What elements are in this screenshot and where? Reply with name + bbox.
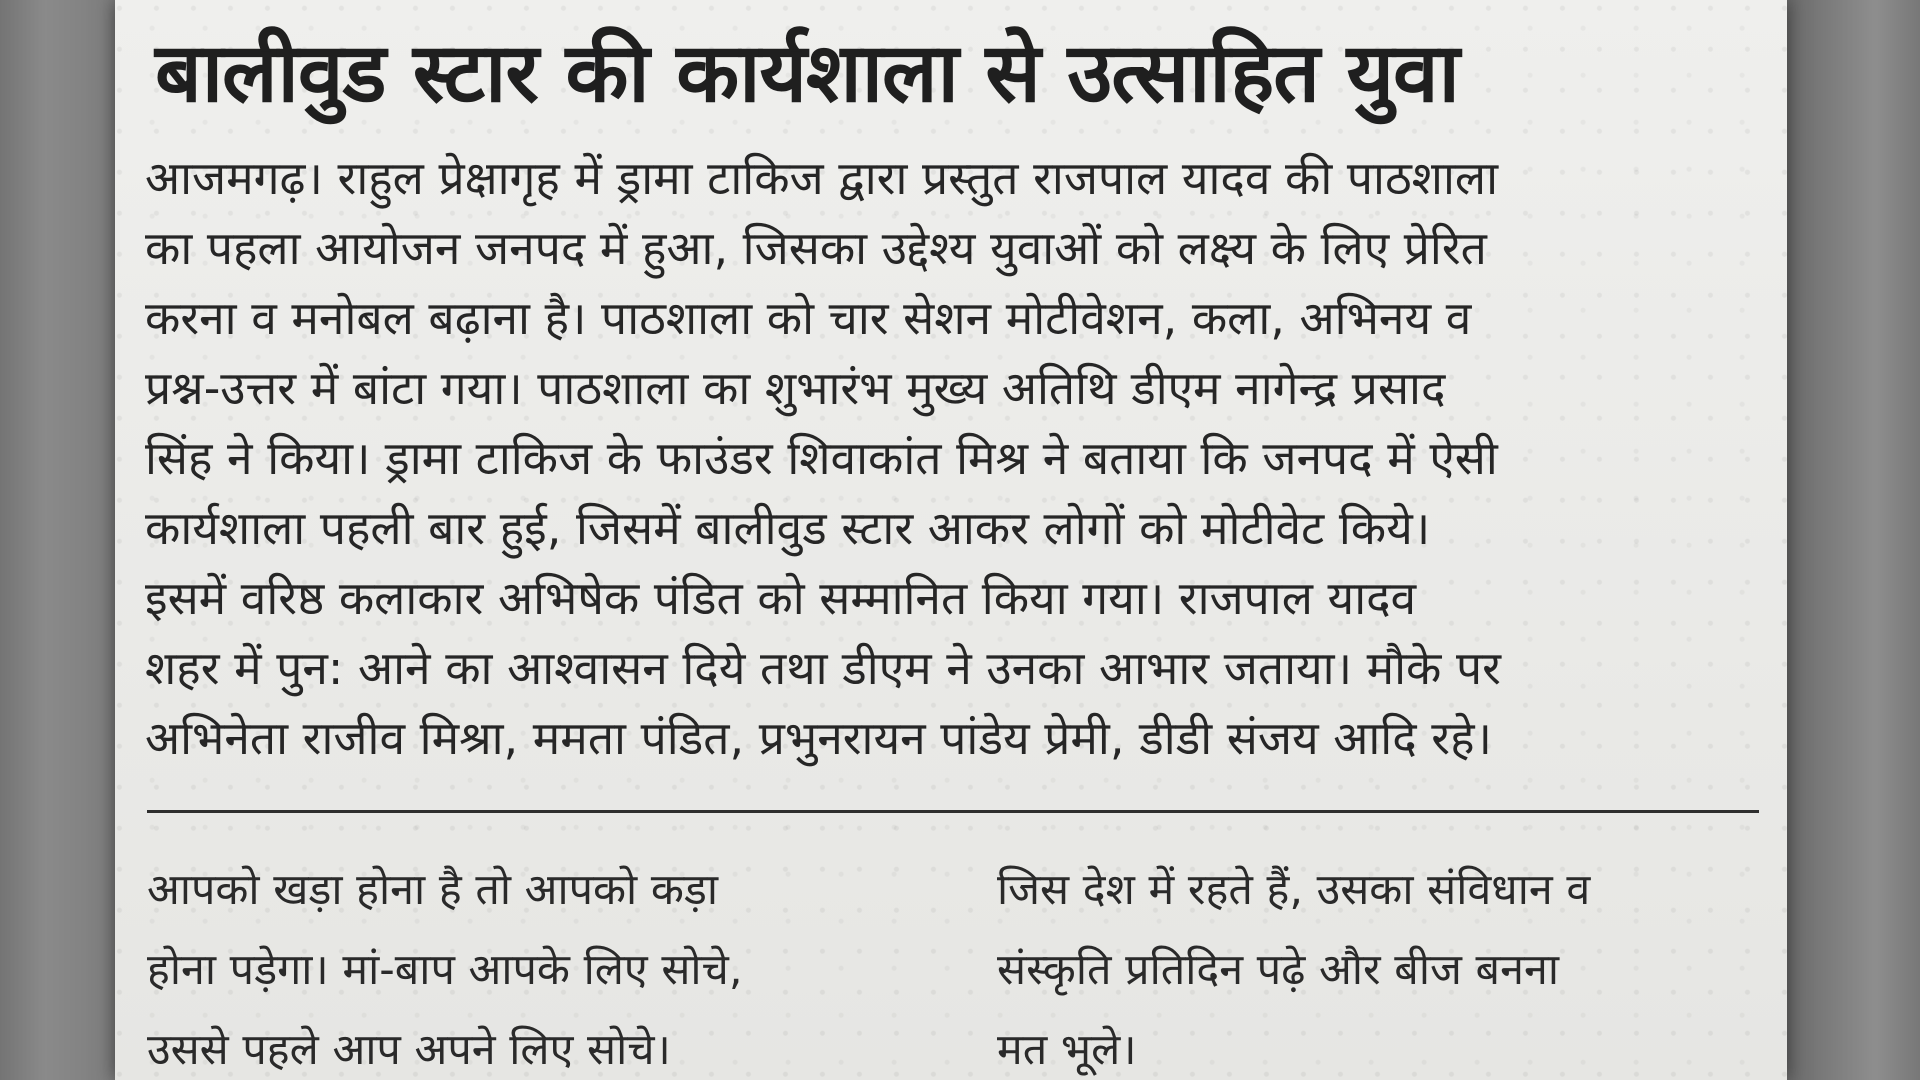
article-headline: बालीवुड स्टार की कार्यशाला से उत्साहित युवा	[155, 26, 1459, 121]
newspaper-clipping	[115, 0, 1787, 1080]
body-line: अभिनेता राजीव मिश्रा, ममता पंडित, प्रभुनरायन पांडेय प्रेमी, डीडी संजय आदि रहे।	[145, 711, 1492, 765]
body-line: सिंह ने किया। ड्रामा टाकिज के फाउंडर शिवाकांत मिश्र ने बताया कि जनपद में ऐसी	[145, 431, 1498, 485]
quote-line: संस्कृति प्रतिदिन पढ़े और बीज बनना	[997, 945, 1559, 995]
body-line: आजमगढ़। राहुल प्रेक्षागृह में ड्रामा टाकिज द्वारा प्रस्तुत राजपाल यादव की पाठशाला	[145, 151, 1498, 205]
quote-line: मत भूले।	[997, 1025, 1137, 1075]
section-divider	[147, 810, 1759, 813]
body-line: प्रश्न-उत्तर में बांटा गया। पाठशाला का शुभारंभ मुख्य अतिथि डीएम नागेन्द्र प्रसाद	[145, 361, 1446, 415]
quote-right	[997, 850, 1767, 1080]
article-body	[145, 143, 1760, 773]
quote-line: होना पड़ेगा। मां-बाप आपके लिए सोचे,	[147, 945, 743, 995]
body-line: कार्यशाला पहली बार हुई, जिसमें बालीवुड स्टार आकर लोगों को मोटीवेट किये।	[145, 501, 1431, 555]
body-line: करना व मनोबल बढ़ाना है। पाठशाला को चार सेशन मोटीवेशन, कला, अभिनय व	[145, 291, 1472, 345]
quote-line: उससे पहले आप अपने लिए सोचे।	[147, 1025, 671, 1075]
body-line: शहर में पुन: आने का आश्वासन दिये तथा डीएम ने उनका आभार जताया। मौके पर	[145, 641, 1501, 695]
quote-line: जिस देश में रहते हैं, उसका संविधान व	[997, 865, 1591, 915]
body-line: का पहला आयोजन जनपद में हुआ, जिसका उद्देश्य युवाओं को लक्ष्य के लिए प्रेरित	[145, 221, 1487, 275]
quote-left	[147, 850, 937, 1080]
body-line: इसमें वरिष्ठ कलाकार अभिषेक पंडित को सम्मानित किया गया। राजपाल यादव	[145, 571, 1417, 625]
quote-line: आपको खड़ा होना है तो आपको कड़ा	[147, 865, 719, 915]
